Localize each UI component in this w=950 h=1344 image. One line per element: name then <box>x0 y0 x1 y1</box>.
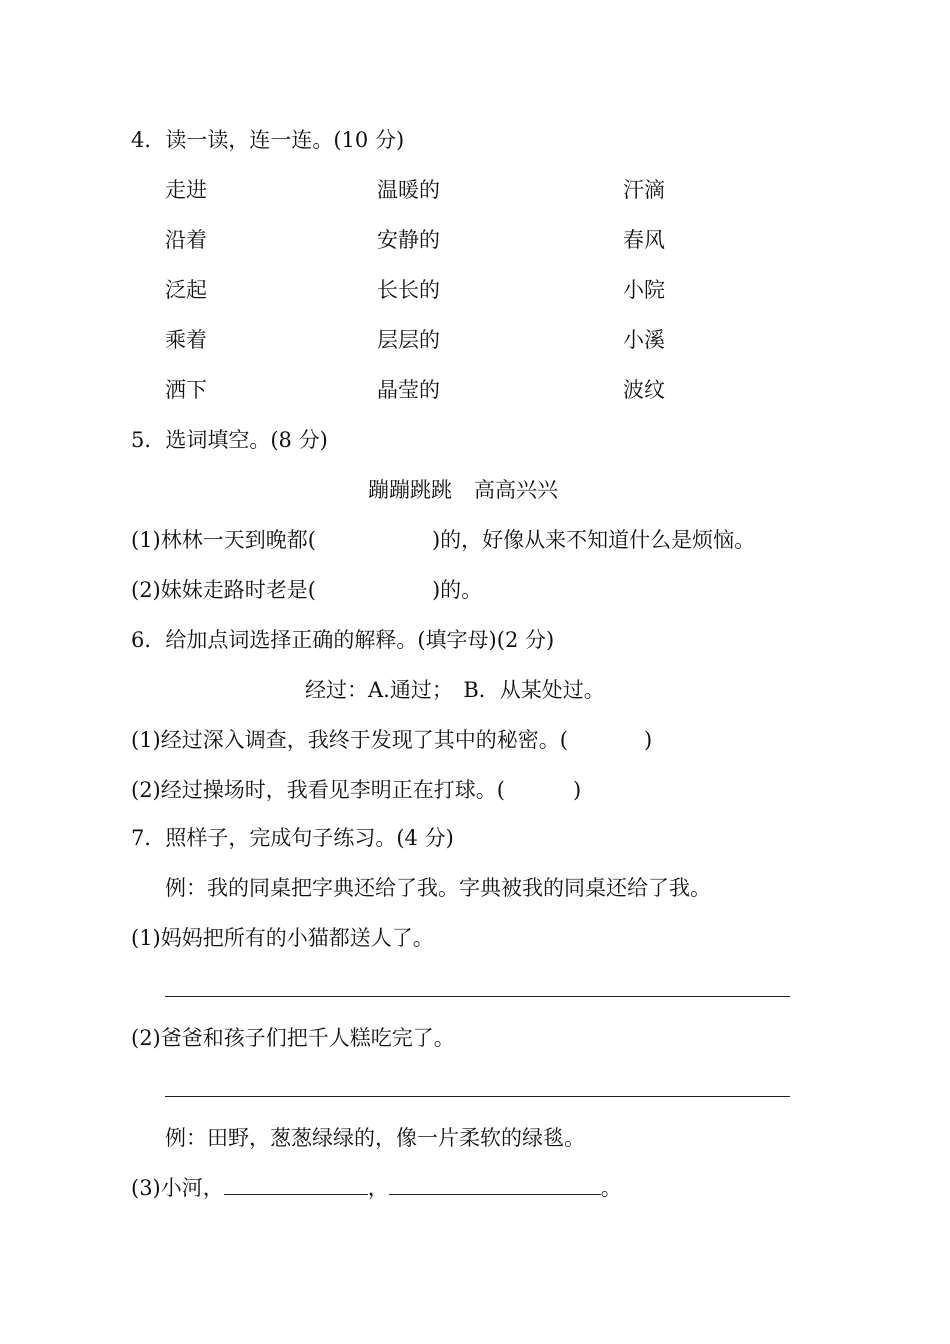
q4-col2-item: 温暖的 <box>377 178 440 202</box>
q5-item-2: (2)妹妹走路时老是( )的。 <box>131 578 483 602</box>
q4-col3-item: 小溪 <box>623 328 665 352</box>
q5-item-1: (1)林林一天到晚都( )的，好像从来不知道什么是烦恼。 <box>131 528 756 552</box>
q4-col3-item: 波纹 <box>623 378 665 402</box>
q4-col3-item: 汗滴 <box>623 178 665 202</box>
q4-col3-item: 春风 <box>623 228 665 252</box>
q6-item-2: (2)经过操场时，我看见李明正在打球。( ) <box>131 778 582 802</box>
q5-word-option: 蹦蹦跳跳 <box>368 478 452 502</box>
q4-col1-item: 沿着 <box>165 228 207 252</box>
answer-line[interactable] <box>389 1174 601 1195</box>
q4-col1-item: 泛起 <box>165 278 207 302</box>
q4-col2-item: 安静的 <box>377 228 440 252</box>
q7-item-3: (3)小河， ， 。 <box>131 1176 622 1200</box>
q4-col1-item: 乘着 <box>165 328 207 352</box>
q4-col1-item: 洒下 <box>165 378 207 402</box>
q4-col3-item: 小院 <box>623 278 665 302</box>
q4-col1-item: 走进 <box>165 178 207 202</box>
q6-item-1: (1)经过深入调查，我终于发现了其中的秘密。( ) <box>131 728 653 752</box>
q4-col2-item: 层层的 <box>377 328 440 352</box>
answer-line[interactable] <box>224 1174 368 1195</box>
q4-title: 4．读一读，连一连。(10 分) <box>131 128 405 152</box>
q6-title: 6．给加点词选择正确的解释。(填字母)(2 分) <box>131 628 555 652</box>
q5-title: 5．选词填空。(8 分) <box>131 428 328 452</box>
q4-col2-item: 长长的 <box>377 278 440 302</box>
q7-title: 7．照样子，完成句子练习。(4 分) <box>131 826 454 850</box>
answer-line[interactable] <box>165 1096 790 1097</box>
q5-word-bank <box>368 476 558 504</box>
q4-col2-item: 晶莹的 <box>377 378 440 402</box>
q7-example-2: 例：田野，葱葱绿绿的，像一片柔软的绿毯。 <box>165 1126 585 1150</box>
q7-example-1: 例：我的同桌把字典还给了我。字典被我的同桌还给了我。 <box>165 876 711 900</box>
q7-item-2: (2)爸爸和孩子们把千人糕吃完了。 <box>131 1026 455 1050</box>
q7-item-1: (1)妈妈把所有的小猫都送人了。 <box>131 926 434 950</box>
q5-word-option: 高高兴兴 <box>474 478 558 502</box>
q6-definition: 经过：A.通过； B．从某处过。 <box>305 678 605 702</box>
answer-line[interactable] <box>165 996 790 997</box>
